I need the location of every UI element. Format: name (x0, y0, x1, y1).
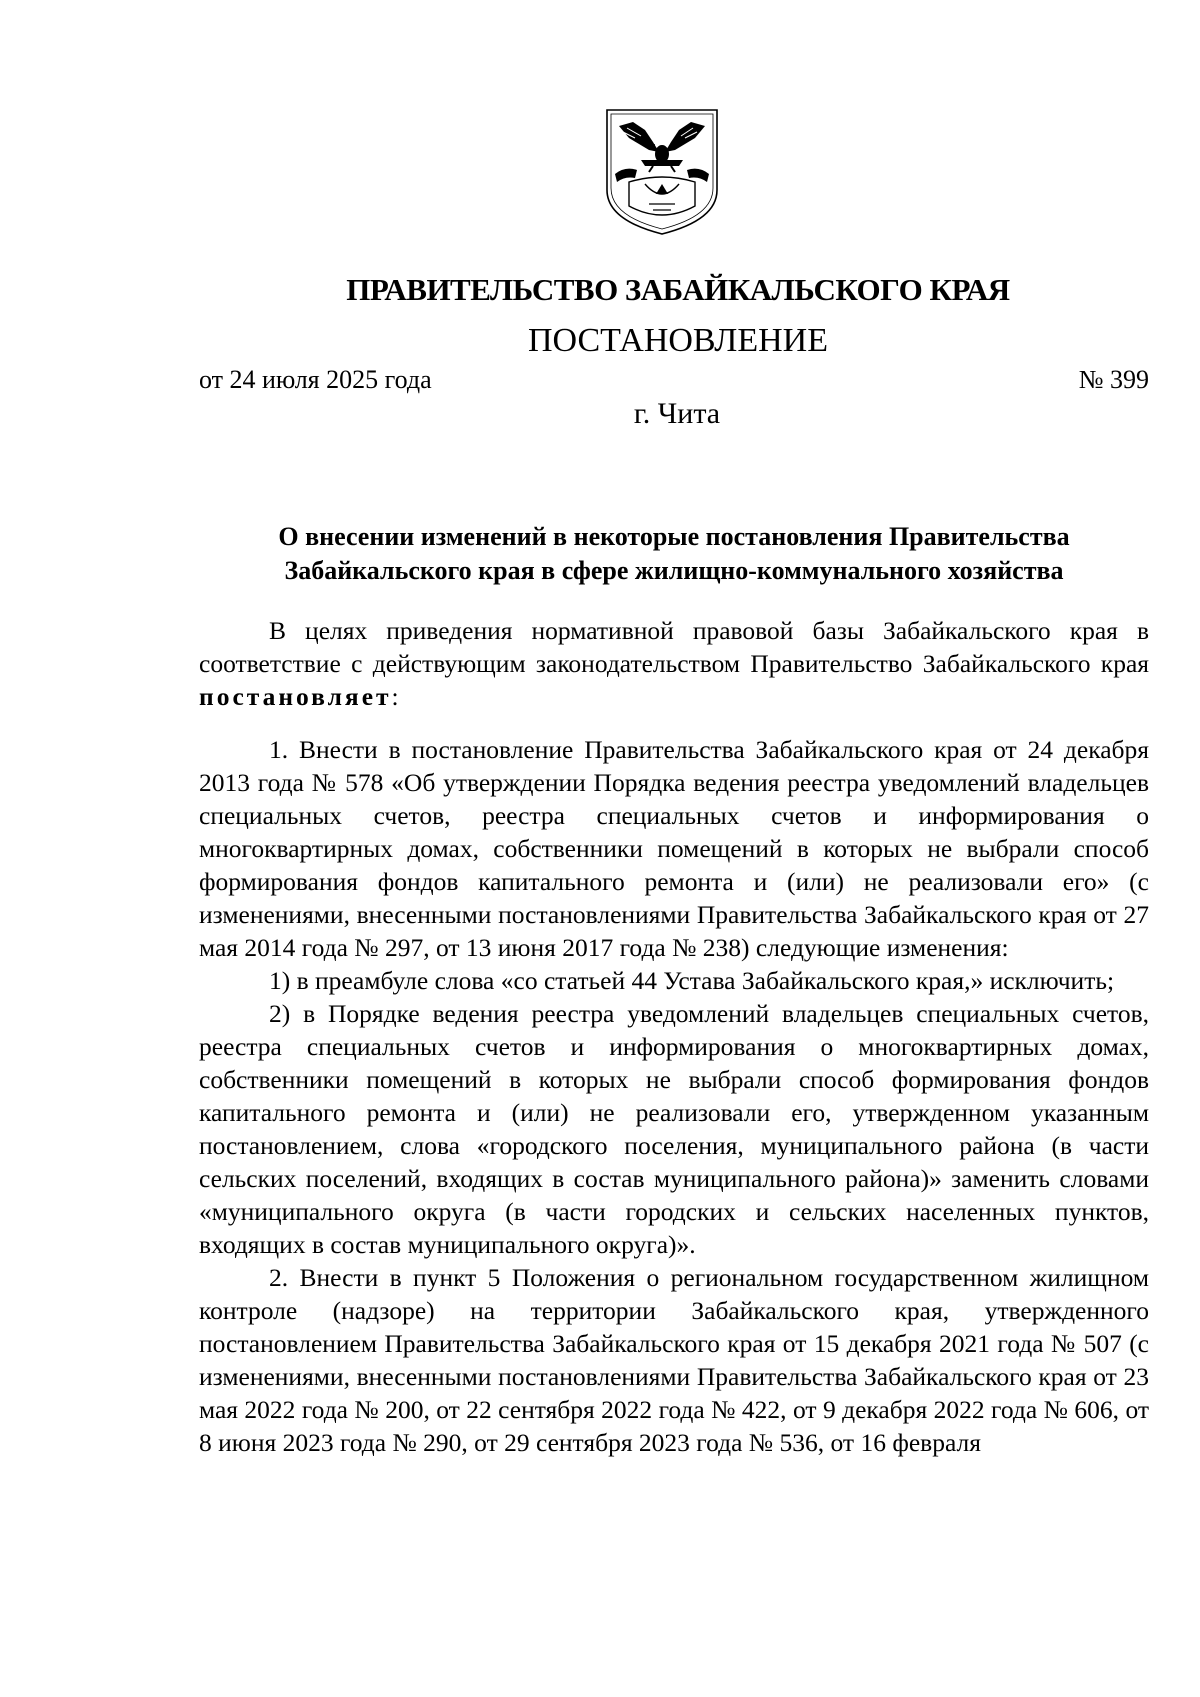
item-1-paragraph: 1. Внести в постановление Правительства Забайкальского края от 24 декабря 2013 года № 578 «Об утверждении Порядка ведения реестра уведомлений владельцев специальных счетов, реестра специальных счетов и информирования о многоквартирных домах, собственники помещений в которых не выбрали способ формирования фондов капитального ремонта и (или) не реализовали его» (с изменениями, внесенными постановлениями Правительства Забайкальского края от 27 мая 2014 года № 297, от 13 июня 2017 года № 238) следующие изменения: (199, 735, 1149, 962)
coat-of-arms-icon (605, 108, 719, 236)
preamble-paragraph (199, 614, 1149, 713)
item-1-subitem-2: 2) в Порядке ведения реестра уведомлений владельцев специальных счетов, реестра специальных счетов и информирования о многоквартирных домах, собственники помещений в которых не выбрали способ формирования фондов капитального ремонта и (или) не реализовали его, утвержденном указанным постановлением, слова «городского поселения, муниципального района (в части сельских поселений, входящих в состав муниципального района)» заменить словами «муниципального округа (в части городских и сельских населенных пунктов, входящих в состав муниципального округа)». (199, 999, 1149, 1259)
document-type: ПОСТАНОВЛЕНИЕ (527, 322, 829, 359)
preamble-colon: : (391, 682, 399, 711)
preamble-verb: постановляет (199, 682, 392, 711)
title-line-1: О внесении изменений в некоторые постановления Правительства (278, 522, 1070, 551)
document-title (199, 520, 1149, 588)
title-line-2: Забайкальского края в сфере жилищно-коммунального хозяйства (284, 556, 1064, 585)
organization-name: ПРАВИТЕЛЬСТВО ЗАБАЙКАЛЬСКОГО КРАЯ (346, 272, 1010, 307)
document-city: г. Чита (633, 397, 721, 430)
document-number: № 399 (1078, 365, 1149, 394)
preamble-text: В целях приведения нормативной правовой базы Забайкальского края в соответствие с действующим законодательством Правительство Забайкальского края (199, 616, 1149, 678)
item-2-paragraph: 2. Внести в пункт 5 Положения о региональном государственном жилищном контроле (надзоре) на территории Забайкальского края, утвержденного постановлением Правительства Забайкальского края от 15 декабря 2021 года № 507 (с изменениями, внесенными постановлениями Правительства Забайкальского края от 23 мая 2022 года № 200, от 22 сентября 2022 года № 422, от 9 декабря 2022 года № 606, от 8 июня 2023 года № 290, от 29 сентября 2023 года № 536, от 16 февраля (199, 1263, 1149, 1457)
item-1-subitem-1: 1) в преамбуле слова «со статьей 44 Устава Забайкальского края,» исключить; (269, 966, 1115, 995)
document-body (199, 614, 1149, 1459)
document-date: от 24 июля 2025 года (199, 365, 432, 394)
